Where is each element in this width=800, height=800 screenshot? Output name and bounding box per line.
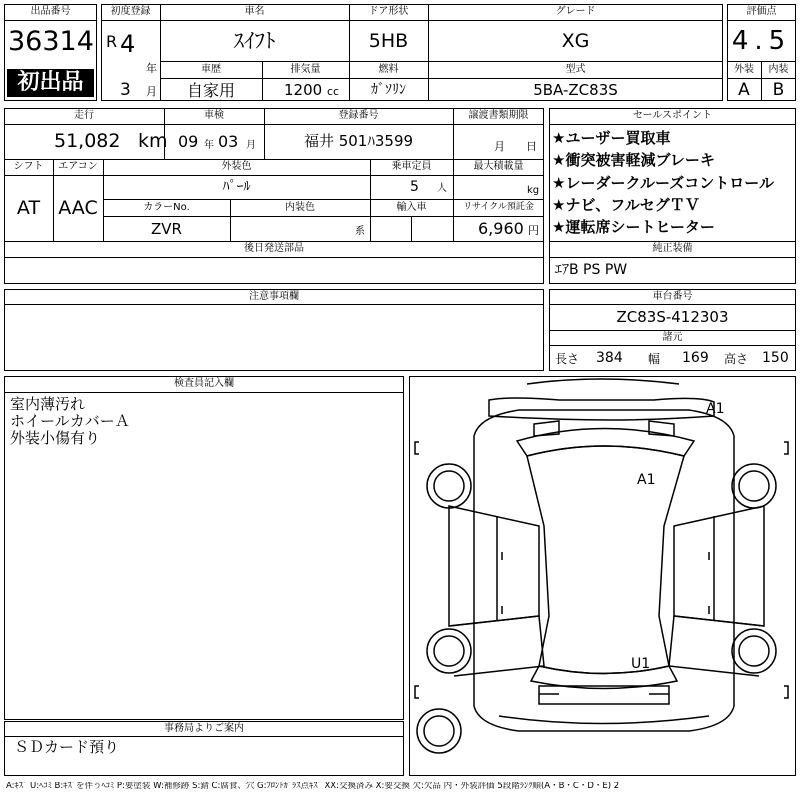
door-label: ドア形状	[368, 6, 409, 17]
equipment: ｴｱB PS PW	[555, 262, 628, 278]
inspector-line: 室内薄汚れ	[10, 395, 86, 413]
history-label: 車歴	[201, 64, 221, 75]
sales-point: ★運転席シートヒーター	[552, 218, 715, 236]
load-unit: kg	[527, 185, 540, 196]
sales-point: ★衝突被害軽減ブレーキ	[552, 151, 715, 169]
inspection-year-unit: 年	[204, 140, 214, 151]
capacity-unit: 人	[437, 183, 447, 194]
mileage-label: 走行	[74, 110, 94, 121]
grade: XG	[561, 30, 590, 52]
inspection-year: 09	[178, 132, 199, 151]
name-label: 車名	[244, 6, 265, 17]
capacity: 5	[410, 179, 419, 195]
sales-point: ★ナビ、フルセグＴＶ	[552, 196, 700, 214]
exterior-grade: A	[738, 80, 750, 100]
plate-number: 福井 501ﾊ3599	[303, 132, 414, 150]
lot-number: 36314	[8, 26, 94, 57]
model-label: 型式	[565, 64, 586, 75]
sales-point: ★ユーザー買取車	[552, 129, 671, 147]
length: 384	[596, 350, 623, 366]
caution-label: 注意事項欄	[249, 291, 299, 302]
reg-month: 3	[120, 80, 131, 100]
height-label: 高さ	[724, 352, 749, 366]
year-unit: 年	[146, 62, 157, 75]
inspector-label: 検査員記入欄	[174, 378, 234, 389]
color-label: 外装色	[221, 161, 252, 172]
ac: AAC	[58, 197, 98, 219]
recycle-fee: 6,960	[478, 219, 524, 238]
fuel: ｶﾞｿﾘﾝ	[371, 82, 406, 98]
transfer-day-unit: 日	[526, 140, 537, 153]
dims-label: 諸元	[662, 332, 683, 343]
office-text: ＳＤカード預り	[14, 738, 120, 756]
exterior-label: 外装	[734, 64, 754, 75]
era-prefix: R	[106, 32, 118, 51]
inspection-label: 車検	[204, 110, 224, 121]
displacement-label: 排気量	[290, 64, 321, 75]
transfer-label: 譲渡書類期限	[468, 110, 529, 121]
height: 150	[762, 350, 789, 366]
sales-label: セールスポイント	[632, 110, 713, 121]
interior-color-unit: 系	[355, 226, 365, 237]
shift: AT	[16, 197, 41, 219]
car-diagram	[409, 376, 796, 776]
score-label: 評価点	[746, 6, 777, 17]
sales-point: ★レーダークルーズコントロール	[552, 174, 774, 192]
lot-label: 出品番号	[30, 6, 71, 17]
plate-label: 登録番号	[338, 110, 379, 121]
reg-label: 初度登録	[110, 6, 151, 17]
damage-mark: A1	[637, 472, 656, 488]
equipment-label: 純正装備	[652, 243, 693, 254]
width: 169	[682, 350, 709, 366]
inspection-month-unit: 月	[246, 140, 256, 151]
ac-label: エアコン	[58, 161, 98, 172]
displacement-unit: cc	[327, 85, 340, 98]
load-label: 最大積載量	[473, 161, 524, 172]
car-name: ｽｲﾌﾄ	[233, 29, 276, 53]
transfer-month-unit: 月	[494, 140, 505, 153]
interior-grade: B	[772, 80, 785, 100]
chassis-number: ZC83S-412303	[616, 308, 729, 326]
inspector-line: ホイールカバーＡ	[10, 412, 130, 430]
shift-label: シフト	[13, 161, 44, 172]
inspector-line: 外装小傷有り	[10, 429, 101, 447]
color-no: ZVR	[151, 220, 182, 238]
damage-mark: A1	[706, 401, 725, 417]
fuel-label: 燃料	[378, 64, 399, 75]
first-listing-badge: 初出品	[7, 69, 94, 97]
model-code: 5BA-ZC83S	[533, 81, 618, 99]
recycle-unit: 円	[528, 224, 539, 237]
displacement: 1200	[284, 81, 323, 99]
mileage-unit: km	[138, 130, 168, 152]
color-no-label: カラーNo.	[143, 202, 190, 213]
mileage: 51,082	[54, 130, 121, 152]
door-type: 5HB	[368, 30, 409, 52]
inspection-month: 03	[218, 132, 239, 151]
chassis-label: 車台番号	[652, 291, 693, 302]
overall-score: 4.5	[731, 26, 792, 56]
width-label: 幅	[648, 352, 661, 366]
grade-label: グレード	[555, 6, 596, 17]
office-label: 事務局よりご案内	[164, 723, 244, 734]
length-label: 長さ	[555, 352, 580, 366]
reg-year: 4	[120, 30, 136, 58]
import-label: 輸入車	[396, 202, 427, 213]
month-unit: 月	[146, 85, 157, 98]
capacity-label: 乗車定員	[391, 161, 432, 172]
history: 自家用	[186, 81, 235, 100]
interior-color-label: 内装色	[285, 202, 315, 213]
interior-label: 内装	[768, 64, 789, 75]
exterior-color: ﾊﾟｰﾙ	[222, 179, 251, 195]
legend: A:ｷｽﾞ U:ﾍｺﾐ B:ｷｽﾞを伴うﾍｺﾐ P:要塗装 W:補修跡 S:錆 C:腐食、穴 G:ﾌﾛﾝﾄｶﾞﾗｽ点ｷｽﾞ XX:交換済み X:要交換 欠:欠品 内・外装評価 5段階ﾗﾝｸ順(A・B・C・D・E) 2	[6, 782, 620, 791]
later-parts-label: 後日発送部品	[244, 243, 304, 254]
recycle-label: リサイクル預託金	[463, 202, 534, 212]
damage-mark: U1	[631, 656, 651, 672]
